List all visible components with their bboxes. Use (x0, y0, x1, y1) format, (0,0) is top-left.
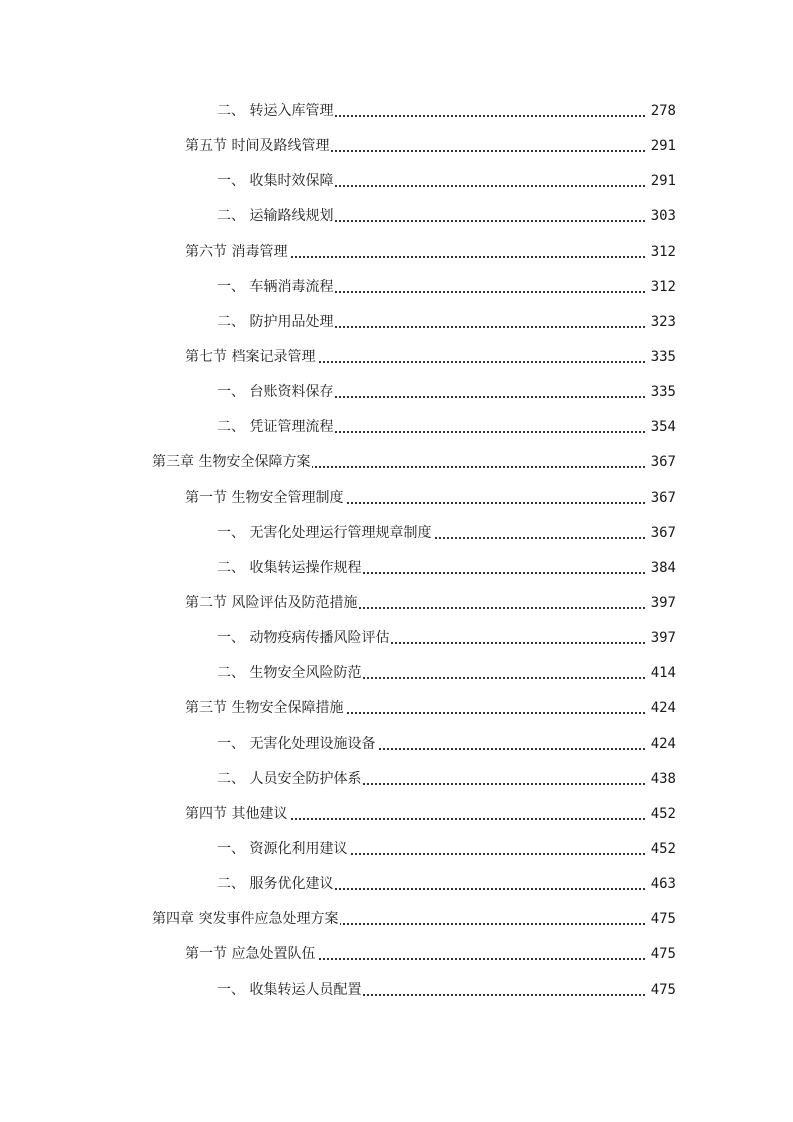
toc-entry[interactable] (0, 621, 793, 656)
toc-entry-page-number: 367 (648, 489, 676, 507)
toc-entry-title: 第三节 生物安全保障措施 (185, 700, 344, 717)
toc-entry-page-number: 475 (648, 981, 676, 999)
table-of-contents (0, 94, 793, 1008)
toc-entry-title: 一、 车辆消毒流程 (217, 278, 334, 295)
toc-entry-title: 二、 收集转运操作规程 (217, 559, 362, 576)
dot-leader (240, 818, 645, 820)
toc-entry-title: 第三章 生物安全保障方案 (152, 454, 311, 471)
toc-entry-title: 一、 资源化利用建议 (217, 840, 348, 857)
toc-entry-page-number: 312 (648, 278, 676, 296)
toc-entry-page-number: 323 (648, 313, 676, 331)
toc-entry-page-number: 312 (648, 243, 676, 261)
toc-entry-page-number: 452 (648, 840, 676, 858)
toc-entry[interactable] (0, 164, 793, 199)
toc-entry[interactable] (0, 235, 793, 270)
toc-entry-page-number: 367 (648, 453, 676, 471)
toc-entry[interactable] (0, 270, 793, 305)
toc-entry[interactable] (0, 867, 793, 902)
toc-entry[interactable] (0, 305, 793, 340)
toc-entry-title: 一、 台账资料保存 (217, 384, 334, 401)
toc-entry-page-number: 397 (648, 629, 676, 647)
toc-entry-page-number: 475 (648, 945, 676, 963)
toc-entry[interactable] (0, 340, 793, 375)
toc-entry[interactable] (0, 727, 793, 762)
toc-entry-page-number: 354 (648, 418, 676, 436)
toc-entry-page-number: 475 (648, 910, 676, 928)
toc-entry-title: 第四章 突发事件应急处理方案 (152, 911, 339, 928)
toc-entry[interactable] (0, 656, 793, 691)
toc-entry-title: 二、 运输路线规划 (217, 208, 334, 225)
toc-entry-page-number: 463 (648, 875, 676, 893)
toc-entry-page-number: 335 (648, 348, 676, 366)
dot-leader (240, 256, 645, 258)
toc-entry-title: 二、 人员安全防护体系 (217, 770, 362, 787)
toc-entry[interactable] (0, 481, 793, 516)
toc-entry-title: 第一节 应急处置队伍 (185, 946, 316, 963)
toc-entry-title: 二、 生物安全风险防范 (217, 665, 362, 682)
toc-entry[interactable] (0, 199, 793, 234)
toc-entry[interactable] (0, 129, 793, 164)
toc-entry[interactable] (0, 445, 793, 480)
toc-entry-title: 第七节 档案记录管理 (185, 348, 316, 365)
toc-entry[interactable] (0, 94, 793, 129)
toc-entry-title: 二、 防护用品处理 (217, 313, 334, 330)
toc-entry-title: 第一节 生物安全管理制度 (185, 489, 344, 506)
toc-entry-page-number: 452 (648, 805, 676, 823)
toc-entry-page-number: 424 (648, 735, 676, 753)
toc-entry-title: 第四节 其他建议 (185, 805, 288, 822)
toc-entry-title: 第二节 风险评估及防范措施 (185, 594, 358, 611)
toc-entry[interactable] (0, 691, 793, 726)
toc-entry[interactable] (0, 937, 793, 972)
toc-entry-title: 一、 收集转运人员配置 (217, 981, 362, 998)
toc-entry-title: 二、 服务优化建议 (217, 876, 334, 893)
toc-entry-page-number: 414 (648, 664, 676, 682)
toc-entry-page-number: 438 (648, 770, 676, 788)
toc-entry-title: 一、 收集时效保障 (217, 173, 334, 190)
toc-entry-title: 一、 无害化处理运行管理规章制度 (217, 524, 432, 541)
toc-entry[interactable] (0, 551, 793, 586)
toc-entry-page-number: 335 (648, 383, 676, 401)
toc-entry-page-number: 303 (648, 207, 676, 225)
toc-entry[interactable] (0, 762, 793, 797)
toc-entry[interactable] (0, 375, 793, 410)
toc-entry-title: 二、 凭证管理流程 (217, 419, 334, 436)
toc-entry[interactable] (0, 902, 793, 937)
toc-entry-title: 第五节 时间及路线管理 (185, 138, 330, 155)
toc-entry[interactable] (0, 797, 793, 832)
toc-entry-page-number: 384 (648, 559, 676, 577)
toc-entry-title: 二、 转运入库管理 (217, 103, 334, 119)
toc-entry-title: 第六节 消毒管理 (185, 243, 288, 260)
toc-entry-page-number: 424 (648, 699, 676, 717)
toc-entry[interactable] (0, 410, 793, 445)
toc-entry[interactable] (0, 973, 793, 1008)
toc-entry-page-number: 397 (648, 594, 676, 612)
toc-entry-page-number: 367 (648, 524, 676, 542)
toc-entry[interactable] (0, 586, 793, 621)
toc-entry[interactable] (0, 832, 793, 867)
toc-entry-title: 一、 动物疫病传播风险评估 (217, 630, 390, 647)
toc-entry-page-number: 278 (648, 102, 676, 120)
toc-entry-page-number: 291 (648, 137, 676, 155)
toc-entry-page-number: 291 (648, 172, 676, 190)
toc-entry-title: 一、 无害化处理设施设备 (217, 735, 376, 752)
toc-entry[interactable] (0, 516, 793, 551)
